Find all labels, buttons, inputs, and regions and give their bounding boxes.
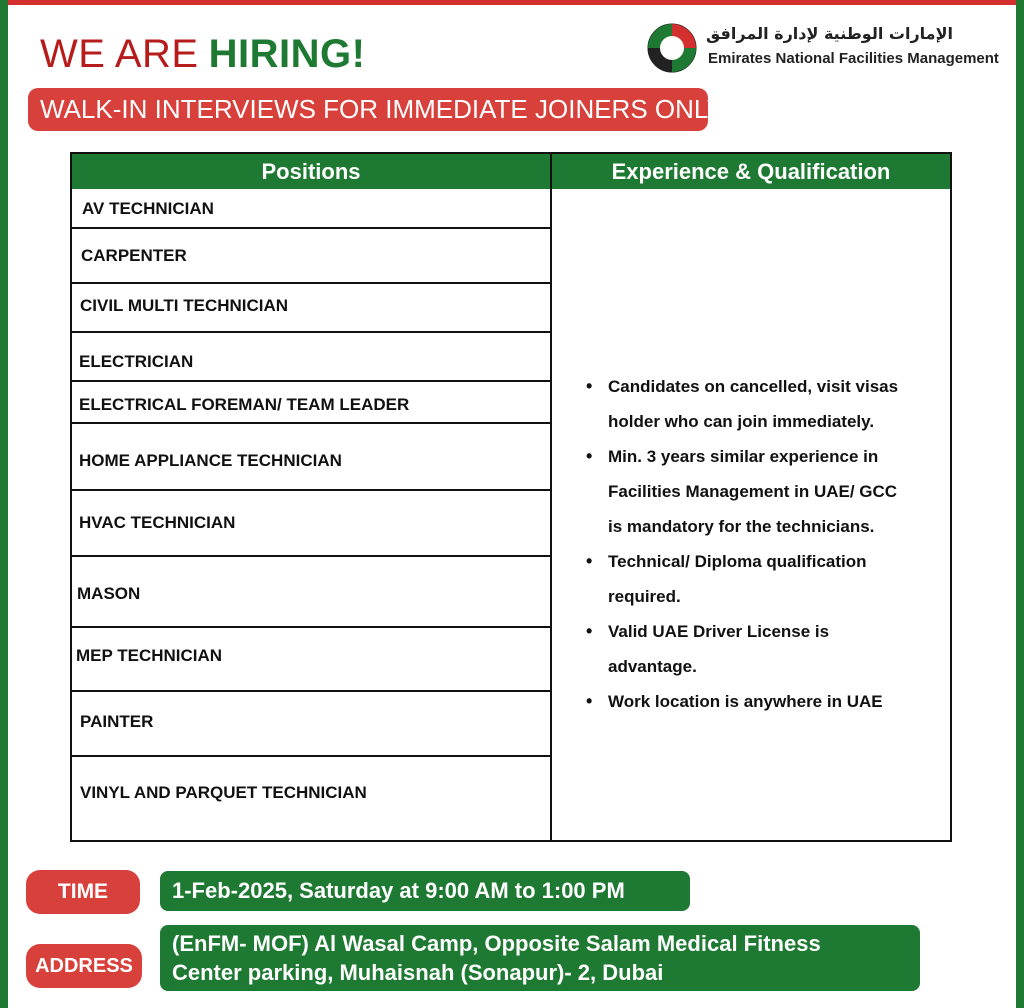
position-name: HOME APPLIANCE TECHNICIAN: [79, 451, 342, 470]
address-label: ADDRESS: [26, 944, 142, 988]
logo-arabic-text: الإمارات الوطنية لإدارة المرافق: [706, 24, 953, 43]
positions-table: [70, 152, 952, 842]
position-name: MASON: [77, 584, 141, 603]
qualification-bullet: [578, 369, 938, 439]
time-value: 1-Feb-2025, Saturday at 9:00 AM to 1:00 PM: [160, 871, 690, 911]
headline-we-are: WE ARE: [40, 32, 199, 76]
qualification-line: is mandatory for the technicians.: [608, 517, 875, 536]
position-name: MEP TECHNICIAN: [76, 646, 223, 665]
qualification-list: [578, 369, 938, 719]
position-name: CIVIL MULTI TECHNICIAN: [80, 296, 289, 315]
positions-column: [72, 189, 550, 842]
walkin-banner: WALK-IN INTERVIEWS FOR IMMEDIATE JOINERS ONLY: [28, 88, 708, 131]
position-name: AV TECHNICIAN: [82, 199, 214, 218]
time-label: TIME: [26, 870, 140, 914]
table-row: [72, 229, 550, 284]
left-border: [0, 0, 8, 1008]
logo-english-text: Emirates National Facilities Management: [708, 50, 999, 67]
address-line-2: Center parking, Muhaisnah (Sonapur)- 2, Dubai: [172, 960, 664, 985]
table-row: [72, 557, 550, 628]
table-row: [72, 491, 550, 557]
table-row: [72, 628, 550, 692]
position-name: PAINTER: [80, 712, 154, 731]
table-row: [72, 757, 550, 842]
qualification-line: holder who can join immediately.: [608, 412, 875, 431]
qualification-line: Valid UAE Driver License is: [608, 622, 830, 641]
position-name: HVAC TECHNICIAN: [79, 513, 236, 532]
table-row: [72, 382, 550, 424]
table-row: [72, 189, 550, 229]
qualification-bullet: [578, 614, 938, 684]
qualification-bullet: [578, 544, 938, 614]
header-positions: Positions: [72, 154, 550, 189]
address-value: [160, 925, 920, 991]
qualification-bullet: [578, 684, 938, 719]
qualification-line: Work location is anywhere in UAE: [608, 692, 883, 711]
qualification-line: advantage.: [608, 657, 697, 676]
qualification-line: Min. 3 years similar experience in: [608, 447, 879, 466]
top-border: [0, 0, 1024, 5]
qualification-line: Facilities Management in UAE/ GCC: [608, 482, 898, 501]
headline: [40, 32, 365, 77]
qualification-bullet: [578, 439, 938, 544]
enfm-logo-icon: [646, 22, 698, 74]
header-experience: Experience & Qualification: [552, 154, 950, 189]
table-row: [72, 424, 550, 491]
address-line-1: (EnFM- MOF) Al Wasal Camp, Opposite Salam Medical Fitness: [172, 931, 821, 956]
position-name: CARPENTER: [81, 246, 187, 265]
qualification-line: Candidates on cancelled, visit visas: [608, 377, 899, 396]
table-row: [72, 333, 550, 382]
position-name: ELECTRICIAN: [79, 352, 194, 371]
qualification-line: Technical/ Diploma qualification: [608, 552, 867, 571]
headline-hiring: HIRING!: [208, 32, 366, 76]
qualification-line: required.: [608, 587, 681, 606]
right-border: [1016, 0, 1024, 1008]
table-row: [72, 692, 550, 757]
position-name: VINYL AND PARQUET TECHNICIAN: [80, 783, 367, 802]
table-row: [72, 284, 550, 333]
position-name: ELECTRICAL FOREMAN/ TEAM LEADER: [79, 395, 410, 414]
column-divider: [550, 154, 552, 840]
